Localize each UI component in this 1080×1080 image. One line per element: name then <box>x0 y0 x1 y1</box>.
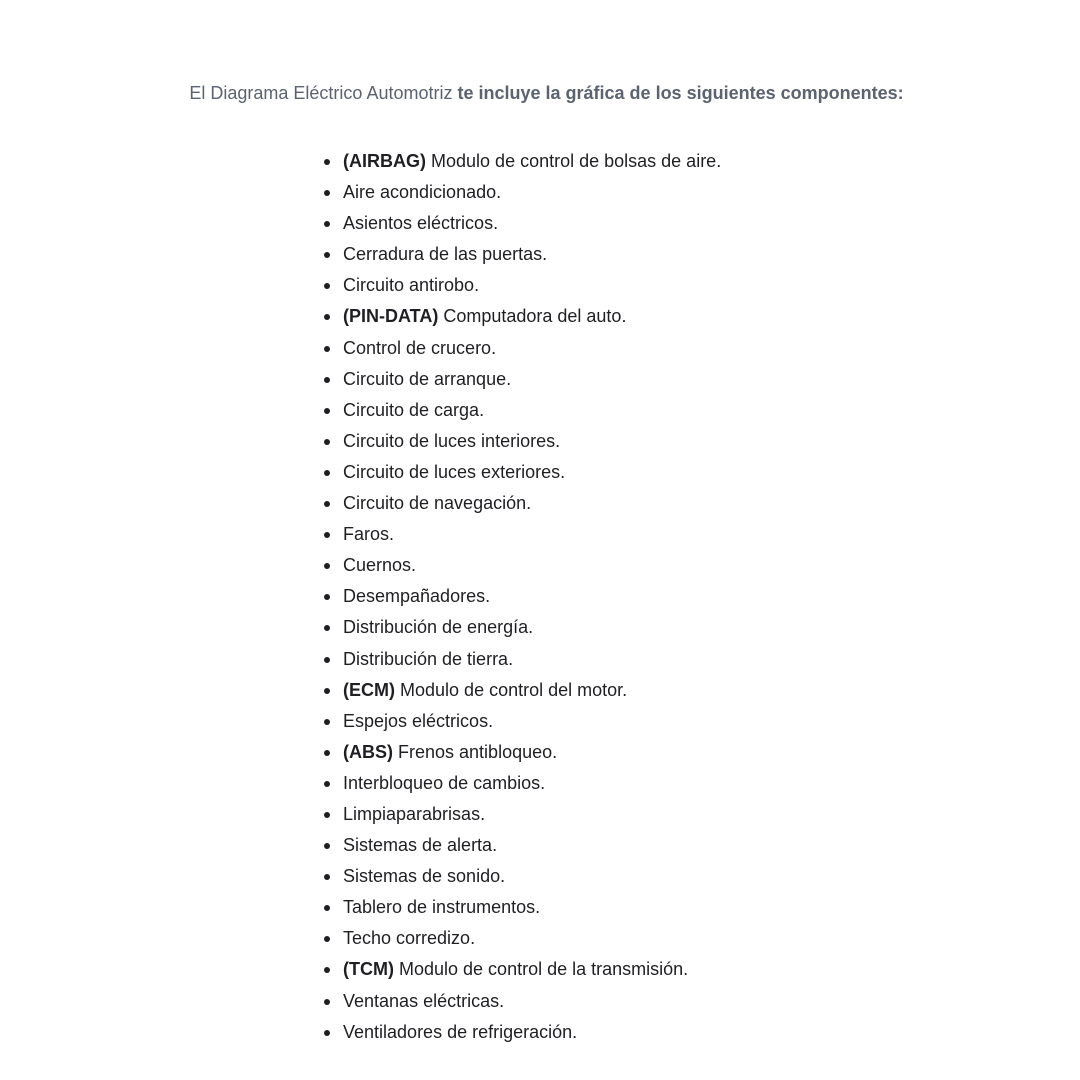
component-text: Ventiladores de refrigeración. <box>343 1021 578 1042</box>
component-text: Frenos antibloqueo. <box>398 741 558 762</box>
component-text: Circuito de luces interiores. <box>343 430 561 451</box>
component-text: Desempañadores. <box>343 586 491 607</box>
component-code: (ECM) <box>343 679 395 700</box>
component-list-item <box>343 333 721 364</box>
component-list-item <box>343 675 721 706</box>
component-text: Asientos eléctricos. <box>343 213 499 234</box>
component-list-item <box>343 426 721 457</box>
component-text: Modulo de control de bolsas de aire. <box>431 151 722 171</box>
component-text: Control de crucero. <box>343 337 497 358</box>
component-list-item <box>343 488 721 519</box>
component-code: (TCM) <box>343 959 394 980</box>
component-list-item <box>343 270 721 301</box>
component-code: (AIRBAG) <box>343 151 426 171</box>
component-text: Circuito antirobo. <box>343 275 480 296</box>
component-text: Espejos eléctricos. <box>343 710 494 731</box>
component-list-item <box>343 177 721 208</box>
component-list-item <box>343 239 721 270</box>
component-text: Computadora del auto. <box>443 306 627 327</box>
components-list <box>343 146 721 1048</box>
component-list-item <box>343 519 721 550</box>
component-list-item <box>343 737 721 768</box>
component-list-item <box>343 799 721 830</box>
component-list-item <box>343 644 721 675</box>
component-text: Modulo de control del motor. <box>400 679 628 700</box>
component-list-item <box>343 364 721 395</box>
component-list-item <box>343 457 721 488</box>
component-list-item <box>343 146 721 177</box>
component-text: Aire acondicionado. <box>343 182 502 203</box>
component-list-item <box>343 954 721 985</box>
component-text: Tablero de instrumentos. <box>343 897 541 918</box>
component-list-item <box>343 395 721 426</box>
component-list-item <box>343 550 721 581</box>
intro-bold-text: te incluye la gráfica de los siguientes componentes: <box>457 83 904 103</box>
component-text: Circuito de navegación. <box>343 493 532 514</box>
intro-paragraph <box>0 80 1080 106</box>
component-list-item <box>343 581 721 612</box>
component-text: Sistemas de sonido. <box>343 866 506 887</box>
component-list-item <box>343 706 721 737</box>
intro-text: El Diagrama Eléctrico Automotriz <box>189 83 453 103</box>
component-list-item <box>343 612 721 643</box>
component-text: Modulo de control de la transmisión. <box>399 959 689 980</box>
component-list-item <box>343 923 721 954</box>
component-list-item <box>343 861 721 892</box>
component-text: Circuito de luces exteriores. <box>343 461 566 482</box>
component-list-item <box>343 301 721 332</box>
component-text: Ventanas eléctricas. <box>343 990 505 1011</box>
component-list-item <box>343 768 721 799</box>
component-list-item <box>343 892 721 923</box>
component-text: Limpiaparabrisas. <box>343 803 486 824</box>
component-text: Circuito de arranque. <box>343 368 512 389</box>
component-code: (ABS) <box>343 741 393 762</box>
component-text: Techo corredizo. <box>343 928 476 949</box>
component-text: Cuernos. <box>343 555 417 576</box>
component-code: (PIN-DATA) <box>343 306 439 327</box>
component-text: Distribución de tierra. <box>343 648 514 669</box>
component-text: Interbloqueo de cambios. <box>343 772 546 793</box>
component-text: Faros. <box>343 524 395 545</box>
component-text: Sistemas de alerta. <box>343 835 498 856</box>
component-text: Cerradura de las puertas. <box>343 244 548 265</box>
component-text: Circuito de carga. <box>343 399 485 420</box>
component-list-item <box>343 1017 721 1048</box>
component-list-item <box>343 830 721 861</box>
component-text: Distribución de energía. <box>343 617 534 638</box>
component-list-item <box>343 986 721 1017</box>
component-list-item <box>343 208 721 239</box>
